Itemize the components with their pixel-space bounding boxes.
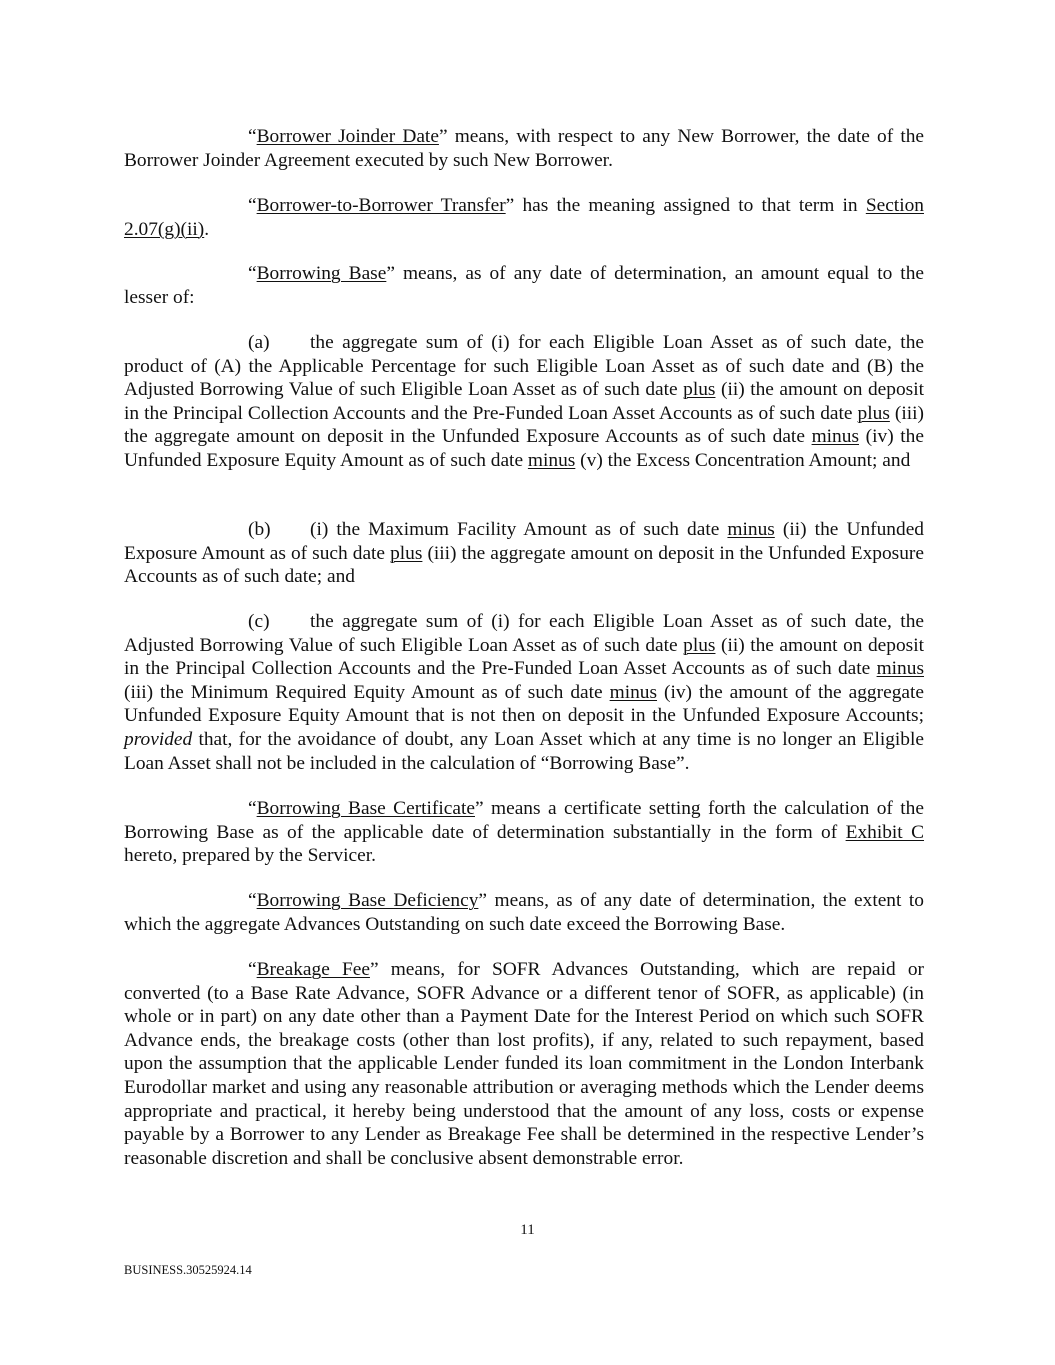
defined-term: Borrower Joinder Date bbox=[256, 126, 439, 147]
page-number: 11 bbox=[520, 1222, 535, 1238]
definition-borrower-to-borrower-transfer: “Borrower-to-Borrower Transfer” has the meaning assigned to that term in Section 2.07(g)(ii). bbox=[124, 195, 924, 240]
defined-term: Borrowing Base Certificate bbox=[256, 798, 475, 819]
definition-borrowing-base-certificate: “Borrowing Base Certificate” means a certificate setting forth the calculation of the Borrowing Base as of the applicable date of determination substantially in the form of Exhibit C hereto, prepared by the Servicer. bbox=[124, 798, 925, 867]
definition-borrowing-base: “Borrowing Base” means, as of any date of determination, an amount equal to the lesser of: bbox=[124, 263, 924, 308]
defined-term: Borrowing Base bbox=[256, 263, 387, 284]
defined-term: Breakage Fee bbox=[256, 959, 370, 980]
section-reference: Section 2.07(g)(ii) bbox=[124, 195, 924, 240]
clause-label: (c) bbox=[248, 611, 270, 632]
definition-breakage-fee: “Breakage Fee” means, for SOFR Advances Outstanding, which are repaid or converted (to a Base Rate Advance, SOFR Advance or a different tenor of SOFR, as applicable) (in whole or in part) on any date other than a Payment Date for the Interest Period on which such SOFR Advance ends, the breakage costs (other than lost profits), if any, related to such repayment, based upon the assumption that the applicable Lender funded its loan commitment in the London Interbank Eurodollar market and using any reasonable attribution or averaging methods which the Lender deems appropriate and practical, it hereby being understood that the amount of any loss, costs or expense payable by a Borrower to any Lender as Breakage Fee shall be determined in the respective Lender’s reasonable discretion and shall be conclusive absent demonstrable error. bbox=[124, 959, 924, 1169]
borrowing-base-clause-b: (b) (i) the Maximum Facility Amount as of such date minus (ii) the Unfunded Exposure Amount as of such date plus (iii) the aggregate amount on deposit in the Unfunded Exposure Accounts as of such date; and bbox=[124, 519, 924, 588]
borrowing-base-clause-a: (a) the aggregate sum of (i) for each Eligible Loan Asset as of such date, the product of (A) the Applicable Percentage for such Eligible Loan Asset as of such date and (B) the Adjusted Borrowing Value of such Eligible Loan Asset as of such date plus (ii) the amount on deposit in the Principal Collection Accounts and the Pre-Funded Loan Asset Accounts as of such date plus (iii) the aggregate amount on deposit in the Unfunded Exposure Accounts as of such date minus (iv) the Unfunded Exposure Equity Amount as of such date minus (v) the Excess Concentration Amount; and bbox=[124, 332, 924, 471]
clause-label: (a) bbox=[248, 332, 270, 353]
borrowing-base-clause-c: (c) the aggregate sum of (i) for each Eligible Loan Asset as of such date, the Adjusted Borrowing Value of such Eligible Loan Asset as of such date plus (ii) the amount on deposit in the Principal Collection Accounts and the Pre-Funded Loan Asset Accounts as of such date minus (iii) the Minimum Required Equity Amount as of such date minus (iv) the amount of the aggregate Unfunded Exposure Equity Amount that is not then on deposit in the Unfunded Exposure Accounts; provided that, for the avoidance of doubt, any Loan Asset which at any time is no longer an Eligible Loan Asset shall not be included in the calculation of “Borrowing Base”. bbox=[124, 611, 924, 774]
defined-term: Borrower-to-Borrower Transfer bbox=[256, 195, 506, 216]
definition-borrower-joinder-date: “Borrower Joinder Date” means, with respect to any New Borrower, the date of the Borrower Joinder Agreement executed by such New Borrower. bbox=[124, 126, 925, 171]
defined-term: Borrowing Base Deficiency bbox=[256, 890, 479, 911]
clause-label: (b) bbox=[248, 519, 271, 540]
definition-borrowing-base-deficiency: “Borrowing Base Deficiency” means, as of any date of determination, the extent to which the aggregate Advances Outstanding on such date exceed the Borrowing Base. bbox=[124, 890, 924, 935]
exhibit-reference: Exhibit C bbox=[845, 821, 925, 843]
document-id: BUSINESS.30525924.14 bbox=[124, 1263, 252, 1277]
